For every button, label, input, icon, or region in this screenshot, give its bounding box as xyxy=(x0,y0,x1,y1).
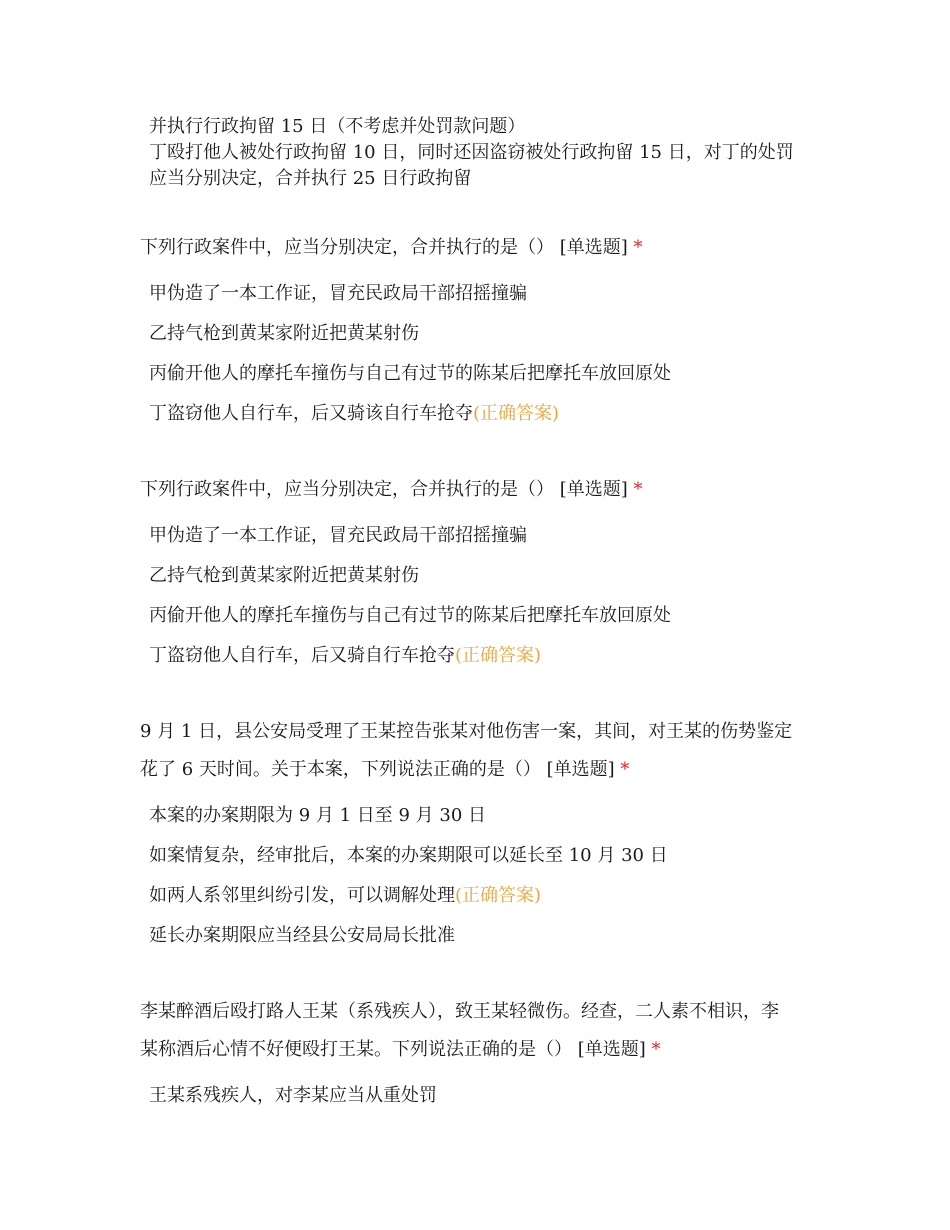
correct-answer-label: (正确答案) xyxy=(455,885,542,906)
correct-answer-label: (正确答案) xyxy=(455,645,542,666)
question-text: 某称酒后心情不好便殴打王某。下列说法正确的是（） xyxy=(140,1039,572,1060)
option-item xyxy=(149,644,541,668)
required-mark: * xyxy=(633,479,643,500)
question-text: 下列行政案件中，应当分别决定，合并执行的是（） xyxy=(140,479,554,500)
question-type-tag: [单选题] xyxy=(546,759,615,780)
option-item xyxy=(149,362,671,386)
option-text: 乙持气枪到黄某家附近把黄某射伤 xyxy=(149,565,419,586)
option-text: 甲伪造了一本工作证，冒充民政局干部招摇撞骗 xyxy=(149,525,527,546)
question-title xyxy=(140,236,643,260)
option-item xyxy=(149,844,668,868)
option-item xyxy=(149,604,671,628)
intro-line: 并执行行政拘留 15 日（不考虑并处罚款问题） xyxy=(149,116,526,137)
question-text: 花了 6 天时间。关于本案，下列说法正确的是（） xyxy=(140,759,541,780)
question-title xyxy=(140,758,629,782)
option-text: 乙持气枪到黄某家附近把黄某射伤 xyxy=(149,323,419,344)
option-text: 延长办案期限应当经县公安局局长批准 xyxy=(149,925,455,946)
option-item xyxy=(149,322,419,346)
option-text: 如案情复杂，经审批后，本案的办案期限可以延长至 10 月 30 日 xyxy=(149,845,668,866)
option-item xyxy=(149,564,419,588)
question-type-tag: [单选题] xyxy=(577,1039,646,1060)
option-item xyxy=(149,282,527,306)
option-item xyxy=(149,1084,437,1108)
intro-line: 丁殴打他人被处行政拘留 10 日，同时还因盗窃被处行政拘留 15 日，对丁的处罚 xyxy=(149,142,794,163)
option-text: 甲伪造了一本工作证，冒充民政局干部招摇撞骗 xyxy=(149,283,527,304)
option-text: 如两人系邻里纠纷引发，可以调解处理 xyxy=(149,885,455,906)
required-mark: * xyxy=(651,1039,661,1060)
question-type-tag: [单选题] xyxy=(559,237,628,258)
option-item xyxy=(149,924,455,948)
required-mark: * xyxy=(620,759,630,780)
option-text: 丙偷开他人的摩托车撞伤与自己有过节的陈某后把摩托车放回原处 xyxy=(149,605,671,626)
question-type-tag: [单选题] xyxy=(559,479,628,500)
option-text: 丙偷开他人的摩托车撞伤与自己有过节的陈某后把摩托车放回原处 xyxy=(149,363,671,384)
question-title xyxy=(140,478,643,502)
option-text: 王某系残疾人，对李某应当从重处罚 xyxy=(149,1085,437,1106)
required-mark: * xyxy=(633,237,643,258)
option-item xyxy=(149,524,527,548)
option-text: 本案的办案期限为 9 月 1 日至 9 月 30 日 xyxy=(149,805,487,826)
question-title xyxy=(140,1038,661,1062)
correct-answer-label: (正确答案) xyxy=(473,403,560,424)
option-item xyxy=(149,402,559,426)
question-text-line: 9 月 1 日，县公安局受理了王某控告张某对他伤害一案，其间，对王某的伤势鉴定 xyxy=(140,721,793,742)
question-text: 下列行政案件中，应当分别决定，合并执行的是（） xyxy=(140,237,554,258)
option-text: 丁盗窃他人自行车，后又骑自行车抢夺 xyxy=(149,645,455,666)
intro-line: 应当分别决定，合并执行 25 日行政拘留 xyxy=(149,168,472,189)
option-item xyxy=(149,804,486,828)
option-text: 丁盗窃他人自行车，后又骑该自行车抢夺 xyxy=(149,403,473,424)
question-text-line: 李某醉酒后殴打路人王某（系残疾人），致王某轻微伤。经查，二人素不相识，李 xyxy=(140,1001,779,1022)
option-item xyxy=(149,884,541,908)
